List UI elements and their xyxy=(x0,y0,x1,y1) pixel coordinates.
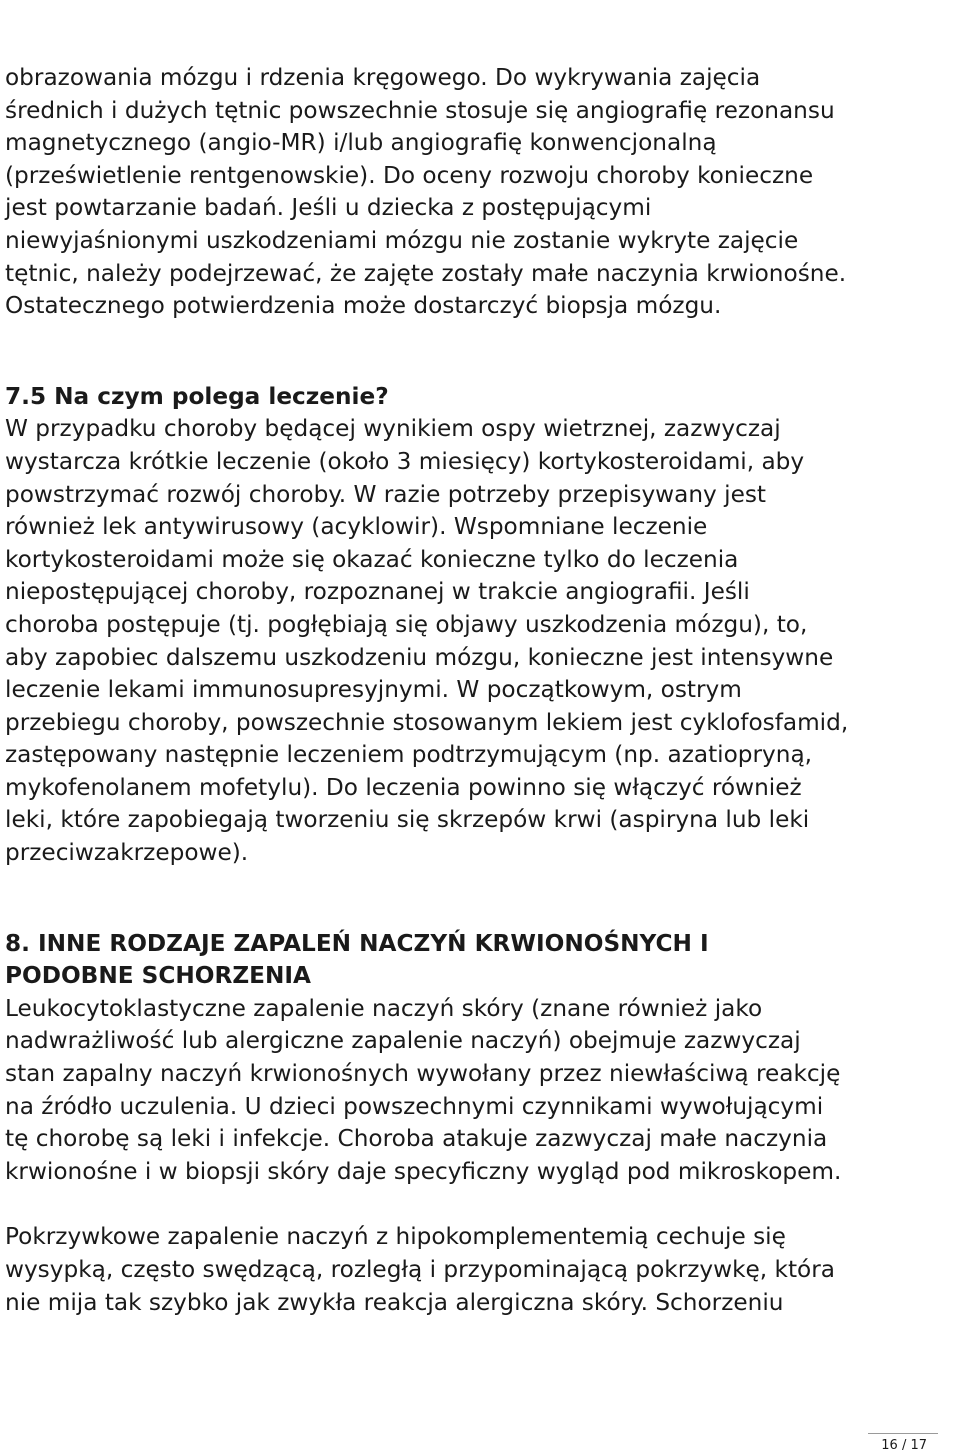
document-page xyxy=(5,62,955,1319)
section-heading-7-5: 7.5 Na czym polega leczenie? xyxy=(5,382,389,410)
footer-divider xyxy=(868,1433,938,1434)
section-8-paragraph-2: Pokrzywkowe zapalenie naczyń z hipokomplementemią cechuje się wysypką, często swędzącą, rozległą i przypominającą pokrzywkę, która nie mija tak szybko jak zwykła reakcja alergiczna skóry. Schorzeniu xyxy=(5,1223,835,1316)
intro-paragraph: obrazowania mózgu i rdzenia kręgowego. Do wykrywania zajęcia średnich i dużych tętnic powszechnie stosuje się angiografię rezonansu magnetycznego (angio-MR) i/lub angiografię konwencjonalną (prześwietlenie rentgenowskie). Do oceny rozwoju choroby konieczne jest powtarzanie badań. Jeśli u dziecka z postępującymi niewyjaśnionymi uszkodzeniami mózgu nie zostanie wykryte zajęcie tętnic, należy podejrzewać, że zajęte zostały małe naczynia krwionośne. Ostatecznego potwierdzenia może dostarczyć biopsja mózgu. xyxy=(5,64,847,320)
section-8-paragraph-1: Leukocytoklastyczne zapalenie naczyń skóry (znane również jako nadwrażliwość lub alergiczne zapalenie naczyń) obejmuje zazwyczaj stan zapalny naczyń krwionośnych wywołany przez niewłaściwą reakcję na źródło uczulenia. U dzieci powszechnymi czynnikami wywołującymi tę chorobę są leki i infekcje. Choroba atakuje zazwyczaj małe naczynia krwionośne i w biopsji skóry daje specyficzny wygląd pod mikroskopem. xyxy=(5,994,842,1185)
section-7-5-body: W przypadku choroby będącej wynikiem ospy wietrznej, zazwyczaj wystarcza krótkie leczenie (około 3 miesięcy) kortykosteroidami, aby powstrzymać rozwój choroby. W razie potrzeby przepisywany jest również lek antywirusowy (acyklowir). Wspomniane leczenie kortykosteroidami może się okazać konieczne tylko do leczenia niepostępującej choroby, rozpoznanej w trakcie angiografii. Jeśli choroba postępuje (tj. pogłębiają się objawy uszkodzenia mózgu), to, aby zapobiec dalszemu uszkodzeniu mózgu, konieczne jest intensywne leczenie lekami immunosupresyjnymi. W początkowym, ostrym przebiegu choroby, powszechnie stosowanym lekiem jest cyklofosfamid, zastępowany następnie leczeniem podtrzymującym (np. azatiopryną, mykofenolanem mofetylu). Do leczenia powinno się włączyć również leki, które zapobiegają tworzeniu się skrzepów krwi (aspiryna lub leki przeciwzakrzepowe). xyxy=(5,415,849,867)
page-number: 16 / 17 xyxy=(881,1438,927,1453)
section-heading-8: 8. INNE RODZAJE ZAPALEŃ NACZYŃ KRWIONOŚNYCH I PODOBNE SCHORZENIA xyxy=(5,929,709,990)
